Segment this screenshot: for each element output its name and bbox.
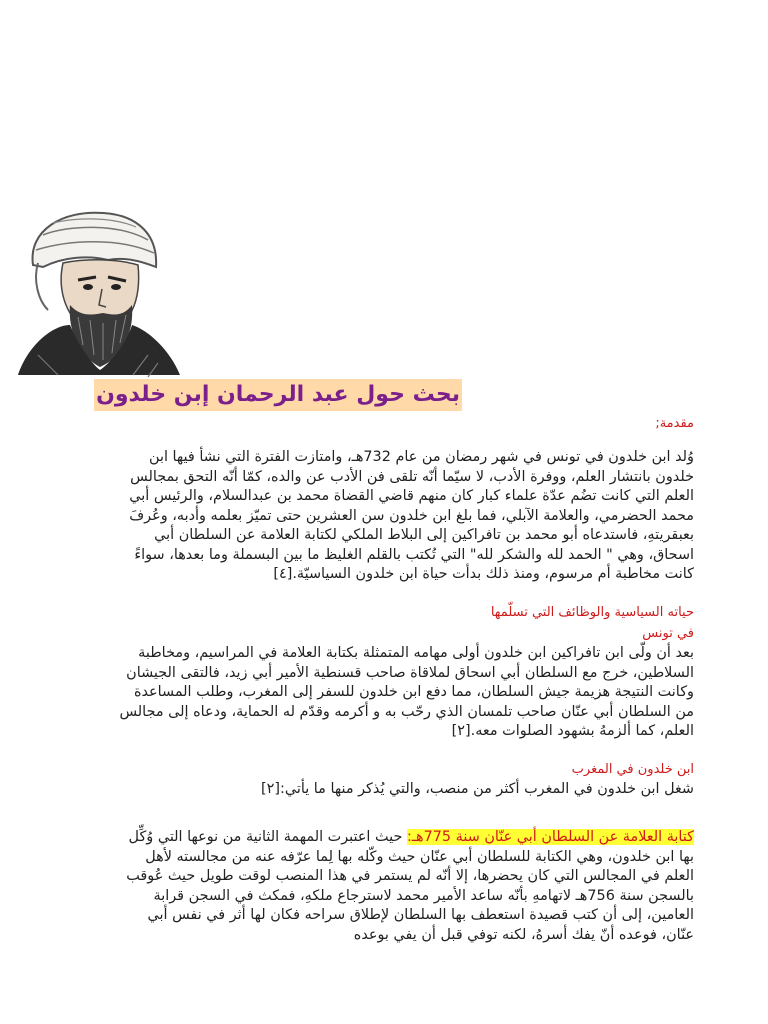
maghreb-intro (44, 780, 694, 800)
paragraph-line: عنّان، فوعده أنّ يفك أسرهُ، لكنه توفي قبل أن يفي بوعده (353, 926, 694, 943)
paragraph-line (44, 828, 694, 848)
paragraph-line: بعد أن ولّى ابن تافراكين ابن خلدون أولى مهامه المتمثلة بكتابة العلامة في المراسيم، ومخاطبة (138, 645, 694, 661)
paragraph-line: كانت مخاطبة أم مرسوم، ومنذ ذلك بدأت حياة ابن خلدون السياسيّة.[٤] (273, 566, 694, 582)
document-title: بحث حول عبد الرحمان إبن خلدون (94, 379, 462, 411)
ibn-khaldun-portrait (8, 205, 186, 380)
paragraph-line: بها ابن خلدون، وهي الكتابة للسلطان أبي عنّان حيث وكّله بها لِما عرّفه عنه من مجالسته لأهل (145, 848, 694, 865)
paragraph-line: شغل ابن خلدون في المغرب أكثر من منصب، والتي يُذكر منها ما يأتي:[٢] (261, 781, 694, 797)
paragraph-line: العلم في المجالس التي كان يحضرها، إلا أنّه لم يستمر في هذا المنصب لوقت طويل حيث عُوقب (126, 868, 694, 884)
paragraph-line: بالسجن سنة 756هـ لاتهامهِ بأنّه ساعد الأمير محمد لاسترجاع ملكهِ، فمكث في السجن قرابة (153, 887, 694, 904)
paragraph-line: محمد الحضرمي، والعلامة الآبلي، فما بلغ ابن خلدون سن العشرين حتى تميّز بعلمه وأدبه، وعُرفَ (129, 507, 694, 524)
paragraph-line: العلم، كما ألزمهُ بشهود الصلوات معه.[٢] (451, 723, 694, 739)
paragraph-line: من السلطان أبي عنّان صاحب تلمسان الذي رحّب به و أكرمه وقدّم له الحماية، ودعاه إلى مجالس (119, 703, 694, 720)
highlight-continuation: حيث اعتبرت المهمة الثانية من نوعها التي وُكِّل (128, 829, 407, 845)
maghreb-paragraph (44, 828, 694, 945)
paragraph-line: وكانت النتيجة هزيمة جيش السلطان، مما دفع ابن خلدون للسفر إلى المغرب، وطلب المساعدة (133, 684, 694, 700)
political-life-heading: حياته السياسية والوظائف التي تسلّمها (490, 605, 694, 620)
paragraph-line: السلاطين، خرج مع السلطان أبي اسحاق لملاقاة صاحب قسنطية الأمير أبي زيد، فالتقى الجيشان (126, 664, 694, 681)
paragraph-line: خلدون بانتشار العلم، ووفرة الأدب، لا سيّما أنّه تلقى فن الأدب عن والده، كمّا أنّه التحق بمجالس (130, 468, 694, 485)
paragraph-line: وُلد ابن خلدون في تونس في شهر رمضان من عام 732هـ، وامتازت الفترة التي نشأ فيها ابن (149, 449, 694, 465)
paragraph-line: العامين، إلى أن كتب قصيدة استعطف بها السلطان لإطلاق سراحه فكان لها أثر في نفس أبي (147, 907, 694, 923)
tunis-heading: في تونس (642, 626, 694, 641)
paragraph-line: اسحاق، وهي " الحمد لله والشكر لله" التي تُكتب بالقلم الغليظ ما بين البسملة وما بعدها، سواءً (134, 546, 694, 563)
paragraph-line: بعبقريتهِ، فاستدعاه أبو محمد بن تافراكين إلى البلاط الملكي لكتابة العلامة عن السلطان أبي (154, 527, 694, 543)
maghreb-heading: ابن خلدون في المغرب (571, 762, 694, 777)
intro-paragraph (44, 448, 694, 585)
paragraph-line: العلم التي كانت تضُم عدّة علماء كبار كان منهم قاضي القضاة محمد بن عبدالسلام، والرئيس أبي (129, 488, 694, 504)
highlighted-label: كتابة العلامة عن السلطان أبي عنّان سنة 775هـ: (406, 829, 694, 845)
tunis-paragraph (44, 644, 694, 742)
intro-heading: مقدمة; (655, 416, 694, 431)
